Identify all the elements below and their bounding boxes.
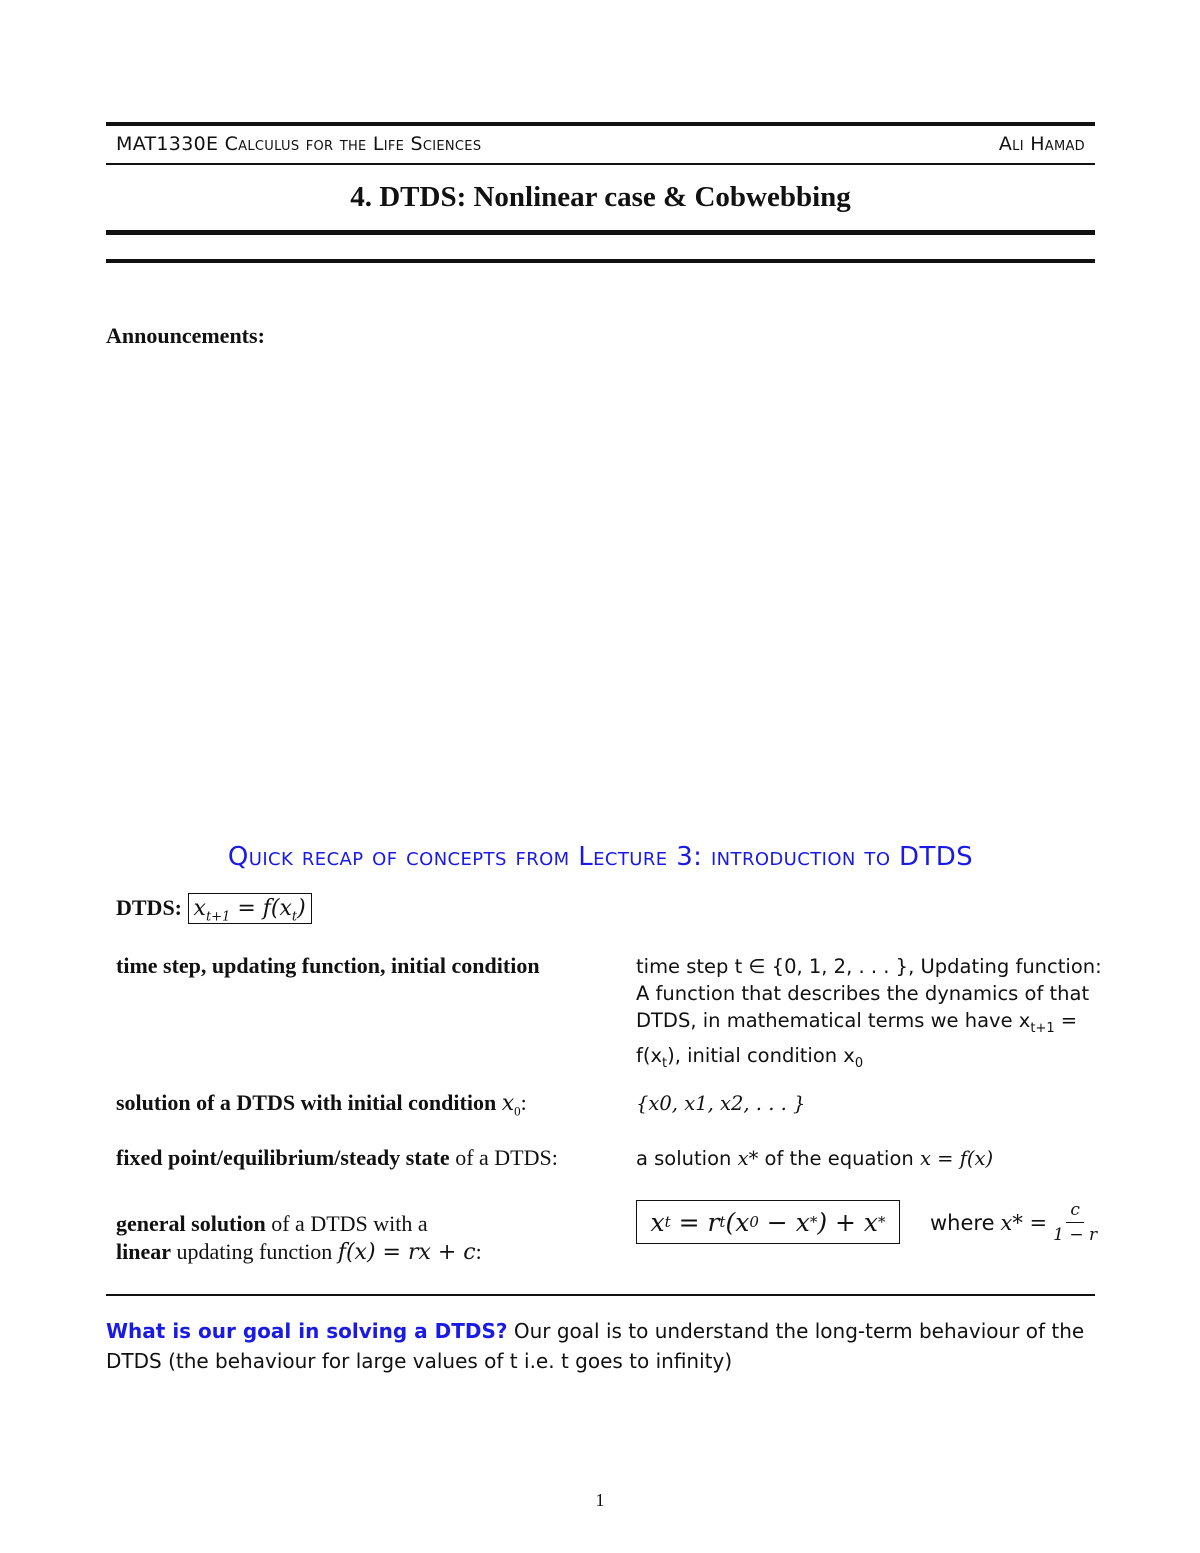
- dtds-formula-box: $x_{t+1} = f(x_t)$: [188, 893, 312, 924]
- page-title: 4. DTDS: Nonlinear case & Cobwebbing: [350, 181, 851, 213]
- recap-term-solution: solution of a DTDS with initial condition $x_0$:: [116, 1090, 527, 1119]
- recap-term-fixed-point: fixed point/equilibrium/steady state of a DTDS:: [116, 1145, 558, 1170]
- recap-desc-fixed-point: a solution x* of the equation x = f(x): [636, 1147, 994, 1170]
- header-top-rule: [106, 122, 1095, 126]
- goal-paragraph: [106, 1316, 1096, 1376]
- goal-answer: Our goal is to understand the long-term behaviour of the DTDS (the behaviour for large values of t i.e. t goes to infinity): [106, 1319, 1085, 1373]
- header-bottom-rule: [106, 163, 1095, 165]
- recap-desc-time-step: time step t ∈ {0, 1, 2, . . . }, Updating function: A function that describes the dynamics of that DTDS, in mathematical terms we have $x_{t+1}$ = $f(x_t)$, initial condition $x_0$: [636, 955, 1102, 1071]
- fixed-point-fraction: $\frac{c}{1 - r}$: [1053, 1200, 1098, 1245]
- page-number: 1: [595, 1490, 605, 1510]
- title-rule-1: [106, 230, 1095, 235]
- general-solution-formula: x t = r t (x 0 − x * ) + x *: [636, 1200, 900, 1244]
- section-divider: [106, 1294, 1095, 1296]
- course-name: MAT1330E Calculus for the Life Sciences: [116, 133, 482, 155]
- recap-desc-solution: {x0, x1, x2, . . . }: [636, 1092, 806, 1115]
- dtds-label: DTDS:: [116, 895, 183, 920]
- title-rule-2: [106, 259, 1095, 263]
- recap-term-general-solution: general solution of a DTDS with a linear updating function f(x) = rx + c:: [116, 1211, 482, 1265]
- recap-heading: Quick recap of concepts from Lecture 3: introduction to DTDS: [227, 842, 974, 872]
- recap-term-time-step: time step, updating function, initial condition: [116, 953, 540, 978]
- author-name: Ali Hamad: [998, 133, 1085, 155]
- goal-question: What is our goal in solving a DTDS?: [106, 1319, 508, 1343]
- dtds-definition: [116, 895, 312, 924]
- fixed-point-formula: where x* = $\frac{c}{1 - r}$: [930, 1200, 1098, 1245]
- announcements-label: Announcements:: [106, 323, 265, 348]
- running-header: [116, 133, 1085, 155]
